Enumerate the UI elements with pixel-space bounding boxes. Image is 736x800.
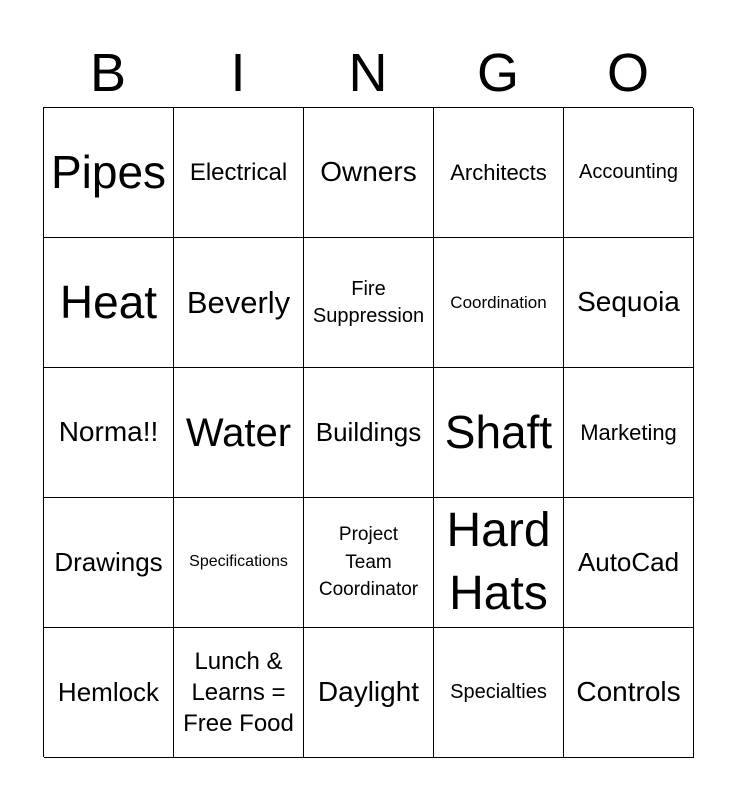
header-letter-n: N (348, 43, 388, 103)
bingo-cell-r5c3[interactable] (304, 628, 434, 758)
bingo-cell-r3c4[interactable] (434, 368, 564, 498)
cell-text: Pipes (50, 146, 167, 199)
cell-text: Specifications (189, 553, 288, 571)
bingo-cell-r4c4[interactable] (434, 498, 564, 628)
bingo-cell-r4c5[interactable] (564, 498, 694, 628)
bingo-cell-r2c4[interactable] (434, 238, 564, 368)
bingo-cell-r4c2[interactable] (174, 498, 304, 628)
header-letter-g: G (476, 43, 519, 103)
bingo-cell-r4c3[interactable] (304, 498, 434, 628)
bingo-cell-r2c3[interactable] (304, 238, 434, 368)
bingo-cell-r3c1[interactable] (44, 368, 174, 498)
bingo-cell-r3c2[interactable] (174, 368, 304, 498)
cell-text: Lunch & Learns = Free Food (183, 647, 294, 738)
bingo-cell-r5c1[interactable] (44, 628, 174, 758)
bingo-cell-r5c5[interactable] (564, 628, 694, 758)
cell-text: Marketing (580, 419, 677, 445)
cell-text: Heat (59, 276, 158, 329)
cell-text: Buildings (315, 416, 422, 447)
cell-text: Owners (320, 156, 417, 188)
bingo-cell-r2c1[interactable] (44, 238, 174, 368)
bingo-cell-r5c2[interactable] (174, 628, 304, 758)
cell-text: AutoCad (577, 546, 680, 577)
bingo-cell-r2c5[interactable] (564, 238, 694, 368)
bingo-cell-r1c1[interactable] (44, 108, 174, 238)
cell-text: Coordination (450, 292, 547, 312)
cell-text: Beverly (186, 284, 291, 320)
bingo-cell-r1c3[interactable] (304, 108, 434, 238)
bingo-cell-r2c2[interactable] (174, 238, 304, 368)
cell-text: Hemlock (57, 676, 160, 707)
header-letter-i: I (230, 43, 246, 103)
cell-text: Norma!! (58, 416, 159, 448)
bingo-cell-r5c4[interactable] (434, 628, 564, 758)
cell-text: Controls (576, 676, 681, 708)
cell-text: Project Team Coordinator (318, 524, 419, 601)
bingo-cell-r1c2[interactable] (174, 108, 304, 238)
bingo-header (43, 40, 693, 106)
cell-text: Shaft (444, 406, 553, 459)
cell-text: Drawings (54, 546, 163, 577)
bingo-cell-r1c4[interactable] (434, 108, 564, 238)
cell-text: Accounting (579, 161, 678, 183)
header-letter-o: O (606, 43, 649, 103)
bingo-cell-r1c5[interactable] (564, 108, 694, 238)
cell-text: Daylight (317, 676, 420, 708)
cell-text: Architects (450, 159, 547, 185)
bingo-cell-r3c5[interactable] (564, 368, 694, 498)
cell-text: Specialties (450, 681, 547, 703)
bingo-cell-r3c3[interactable] (304, 368, 434, 498)
cell-text: Electrical (189, 158, 288, 186)
header-letter-b: B (89, 43, 127, 103)
cell-text: Hard Hats (446, 504, 551, 620)
cell-text: Fire Suppression (312, 277, 425, 327)
bingo-board (43, 107, 693, 757)
bingo-cell-r4c1[interactable] (44, 498, 174, 628)
cell-text: Water (185, 410, 292, 455)
cell-text: Sequoia (577, 286, 680, 318)
